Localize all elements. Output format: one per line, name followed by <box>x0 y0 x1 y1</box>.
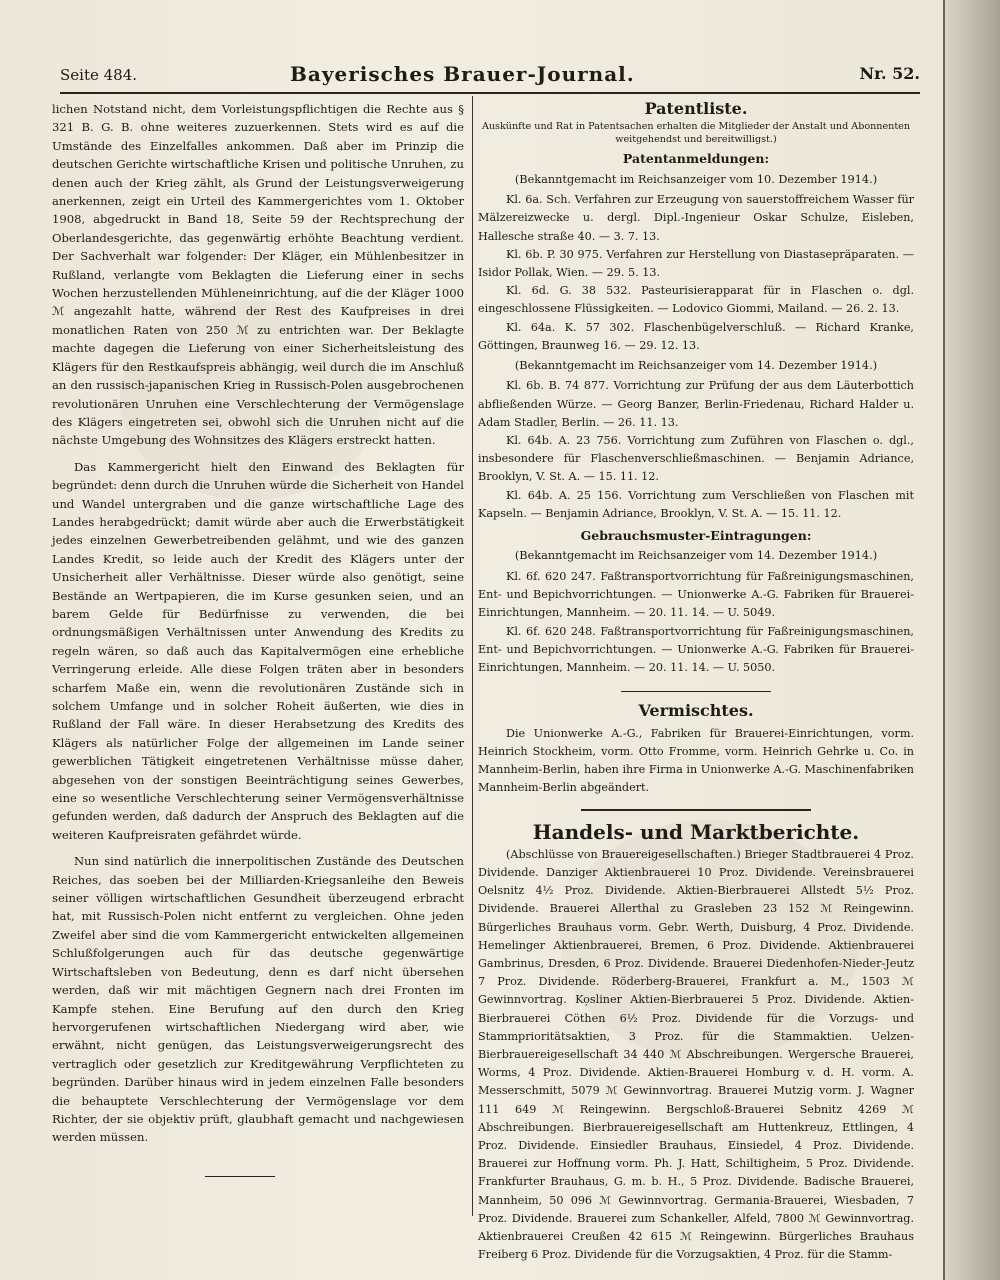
utility-model-entry: Kl. 6f. 620 248. Faßtransportvorrichtung für Faßreinigungsmaschinen, Ent- und Bepichvorrichtungen. — Unionwerke A.-G. Fabriken für Brauerei-Einrichtungen, Mannheim. — 20. 11. 14. — U. 5050. <box>478 624 914 674</box>
end-rule <box>205 1176 275 1177</box>
paragraph: Nun sind natürlich die innerpolitischen Zustände des Deutschen Reiches, das soeben bei der Milliarden-Kriegsanleihe den Beweis seiner völligen wirtschaftlichen Gesundheit überzeugend erbracht hat, mit Russisch-Polen nicht entfernt zu vergleichen. Ohne jeden Zweifel aber sind die vom Kammergericht entwickelten allgemeinen Schlußfolgerungen auch für das deutsche gegenwärtige Wirtschaftsleben von Bedeutung, denn es darf nicht übersehen werden, daß wir mit mächtigen Gegnern nach drei Fronten im Kampfe stehen. Eine Berufung auf den durch den Krieg hervorgerufenen wirtschaftlichen Niedergang wird aber, wie erwähnt, nicht genügen, das Leistungsverweigerungsrecht des vertraglich oder gesetzlich zur Kreditgewährung Verpflichteten zu begründen. Darüber hinaus wird in jedem einzelnen Falle besonders die behauptete Verschlechterung der Vermögenslage vor dem Richter, der sie objektiv prüft, glaubhaft gemacht und nachgewiesen werden müssen. <box>52 854 464 1145</box>
page-number: Seite 484. <box>60 66 138 84</box>
patent-entry: Kl. 64b. A. 25 156. Vorrichtung zum Verschließen von Flaschen mit Kapseln. — Benjamin Adriance, Brooklyn, V. St. A. — 15. 11. 12. <box>478 488 914 520</box>
patent-entry: Kl. 64a. K. 57 302. Flaschenbügelverschluß. — Richard Kranke, Göttingen, Braunweg 16. — 29. 12. 13. <box>478 320 914 352</box>
left-column <box>52 100 464 1147</box>
patent-entry: Kl. 6a. Sch. Verfahren zur Erzeugung von sauerstoffreichem Wasser für Mälzereizwecke u. dergl. Dipl.-Ingenieur Oskar Schulze, Eisleben, Hallesche straße 40. — 3. 7. 13. <box>478 193 914 243</box>
trade-reports-title: Handels- und Marktberichte. <box>532 820 860 845</box>
patent-applications-title: Patentanmeldungen: <box>622 151 770 167</box>
issue-number: Nr. 52. <box>859 64 920 83</box>
miscellaneous-title: Vermischtes. <box>638 701 754 721</box>
section-rule <box>621 691 771 692</box>
utility-model-title: Gebrauchsmuster-Eintragungen: <box>580 528 812 544</box>
patent-entry: Kl. 6b. B. 74 877. Vorrichtung zur Prüfung der aus dem Läuterbottich abfließenden Würze. — Georg Banzer, Berlin-Friedenau, Richard Halder u. Adam Stadler, Berlin. — 26. 11. 13. <box>478 379 914 429</box>
announcement-date: (Bekanntgemacht im Reichsanzeiger vom 14. Dezember 1914.) <box>514 359 878 373</box>
journal-title: Bayerisches Brauer-Journal. <box>290 62 635 86</box>
section-rule <box>581 809 811 811</box>
miscellaneous-text: Die Unionwerke A.-G., Fabriken für Brauerei-Einrichtungen, vorm. Heinrich Stockheim, vorm. Otto Fromme, vorm. Heinrich Gehrke u. Co. in Mannheim-Berlin, haben ihre Firma in Unionwerke A.-G. Maschinenfabriken Mannheim-Berlin abgeändert. <box>478 726 914 795</box>
patent-entry: Kl. 6d. G. 38 532. Pasteurisierapparat für in Flaschen o. dgl. eingeschlossene Flüssigkeiten. — Lodovico Giommi, Mailand. — 26. 2. 13. <box>478 284 914 316</box>
column-divider <box>472 96 473 1216</box>
right-column <box>478 100 914 1264</box>
patent-list-title: Patentliste. <box>644 99 748 118</box>
trade-reports-text: (Abschlüsse von Brauereigesellschaften.) Brieger Stadtbrauerei 4 Proz. Dividende. Danziger Aktienbrauerei 10 Proz. Dividende. Vereinsbrauerei Oelsnitz 4½ Proz. Dividende. Aktien-Bierbrauerei Allstedt 5½ Proz. Dividende. Brauerei Allerthal zu Grasleben 23 152 ℳ Reingewinn. Bürgerliches Brauhaus vorm. Gebr. Werth, Duisburg, 4 Proz. Dividende. Hemelinger Aktienbrauerei, Bremen, 6 Proz. Dividende. Aktienbrauerei Gambrinus, Dresden, 6 Proz. Dividende. Brauerei Diedenhofen-Nieder-Jeutz 7 Proz. Dividende. Röderberg-Brauerei, Frankfurt a. M., 1503 ℳ Gewinnvortrag. Ko̦sliner Aktien-Bierbrauerei 5 Proz. Dividende. Aktien-Bierbrauerei Cöthen 6½ Proz. Dividende für die Vorzugs- und Stammprioritätsaktien, 3 Proz. für die Stammaktien. Uelzen-Bierbrauereigesellschaft 34 440 ℳ Abschreibungen. Wergersche Brauerei, Worms, 4 Proz. Dividende. Aktien-Brauerei Homburg v. d. H. vorm. A. Messerschmitt, 5079 ℳ Gewinnvortrag. Brauerei Mutzig vorm. J. Wagner 111 649 ℳ Reingewinn. Bergschloß-Brauerei Sebnitz 4269 ℳ Abschreibungen. Bierbrauereigesellschaft am Huttenkreuz, Ettlingen, 4 Proz. Dividende. Einsiedler Brauhaus, Einsiedel, 4 Proz. Dividende. Brauerei zur Hoffnung vorm. Ph. J. Hatt, Schiltigheim, 5 Proz. Dividende. Frankfurter Brauhaus, G. m. b. H., 5 Proz. Dividende. Badische Brauerei, Mannheim, 50 096 ℳ Gewinnvortrag. Germania-Brauerei, Wiesbaden, 7 Proz. Dividende. Brauerei zum Schankeller, Alfeld, 7800 ℳ Gewinnvortrag. Aktienbrauerei Creußen 42 615 ℳ Reingewinn. Bürgerliches Brauhaus Freiberg 6 Proz. Dividende für die Vorzugsaktien, 4 Proz. für die Stamm- <box>478 847 914 1262</box>
patent-entry: Kl. 6b. P. 30 975. Verfahren zur Herstellung von Diastasepräparaten. — Isidor Pollak, Wien. — 29. 5. 13. <box>478 247 914 280</box>
utility-model-entry: Kl. 6f. 620 247. Faßtransportvorrichtung für Faßreinigungsmaschinen, Ent- und Bepichvorrichtungen. — Unionwerke A.-G. Fabriken für Brauerei-Einrichtungen, Mannheim. — 20. 11. 14. — U. 5049. <box>478 569 914 620</box>
page-header <box>60 58 920 94</box>
paragraph: lichen Notstand nicht, dem Vorleistungspflichtigen die Rechte aus § 321 B. G. B. ohne weiteres zuzuerkennen. Stets wird es auf die Umstände des Einzelfalles ankommen. Daß aber im Prinzip die deutschen Gerichte wirtschaftliche Krisen und politische Unruhen, zu denen auch der Krieg zählt, als Grund der Leistungsverweigerung anerkennen, zeigt ein Urteil des Kammergerichtes vom 1. Oktober 1908, abgedruckt in Band 18, Seite 59 der Rechtsprechung der Oberlandesgerichte, das gegenwärtig erhöhte Beachtung verdient. Der Sachverhalt war folgender: Der Kläger, ein Mühlenbesitzer in Rußland, verlangte vom Beklagten die Lieferung einer in sechs Wochen herzustellenden Mühleneinrichtung, auf die der Kläger 1000 ℳ angezahlt hatte, während der Rest des Kaufpreises in drei monatlichen Raten von 250 ℳ zu entrichten war. Der Beklagte machte dagegen die Lieferung von einer Sicherheitsleistung des Klägers für den Restkaufspreis abhängig, weil durch die im Anschluß an den russisch-japanischen Krieg in Russisch-Polen ausgebrochenen revolutionären Unruhen eine Verschlechterung der Vermögenslage des Klägers eingetreten sei, obwohl sich die Unruhen nicht auf die nächste Umgebung des Wohnsitzes des Klägers erstreckt hatten. <box>52 102 464 448</box>
patent-entry: Kl. 64b. A. 23 756. Vorrichtung zum Zuführen von Flaschen o. dgl., insbesondere für Flaschenverschließmaschinen. — Benjamin Adriance, Brooklyn, V. St. A. — 15. 11. 12. <box>478 434 914 484</box>
paragraph: Das Kammergericht hielt den Einwand des Beklagten für begründet: denn durch die Unruhen würde die Sicherheit von Handel und Wandel untergraben und die ganze wirtschaftliche Lage des Landes herabgedrückt; damit würde aber auch die Erwerbstätigkeit jedes einzelnen Gewerbetreibenden gelähmt, und wie des ganzen Landes Kredit, so leide auch der Kredit des Klägers unter der Unsicherheit aller Verhältnisse. Dieser würde also genötigt, seine Bestände an Wertpapieren, die im Kurse gesunken seien, und an barem Gelde für Bedürfnisse zu verwenden, die bei ordnungsmäßigen Verhältnissen unter Anwendung des Kredits zu regeln wären, so daß auch das Kapitalvermögen eine erhebliche Verringerung erleide. Alle diese Folgen träten aber in besonders scharfem Maße ein, wenn die revolutionären Zustände sich in solchem Umfange und in solcher Roheit äußerten, wie dies in Rußland der Fall wäre. In dieser Herabsetzung des Kredits des Klägers als natürlicher Folge der allgemeinen im Lande seiner gewerblichen Tätigkeit eingetretenen Verhältnisse müsse daher, abgesehen von der sonstigen Beeinträchtigung seines Gewerbes, eine so wesentliche Verschlechterung seiner Vermögensverhältnisse gefunden werden, daß dadurch der Anspruch des Beklagten auf die weiteren Kaufpreisraten gefährdet würde. <box>52 459 464 842</box>
announcement-date: (Bekanntgemacht im Reichsanzeiger vom 10. Dezember 1914.) <box>514 172 878 186</box>
patent-note: Auskünfte und Rat in Patentsachen erhalten die Mitglieder der Anstalt und Abonnenten weitgehendst und bereitwilligst.) <box>481 121 911 146</box>
announcement-date: (Bekanntgemacht im Reichsanzeiger vom 14. Dezember 1914.) <box>514 549 878 563</box>
page-edge <box>943 0 1000 1280</box>
